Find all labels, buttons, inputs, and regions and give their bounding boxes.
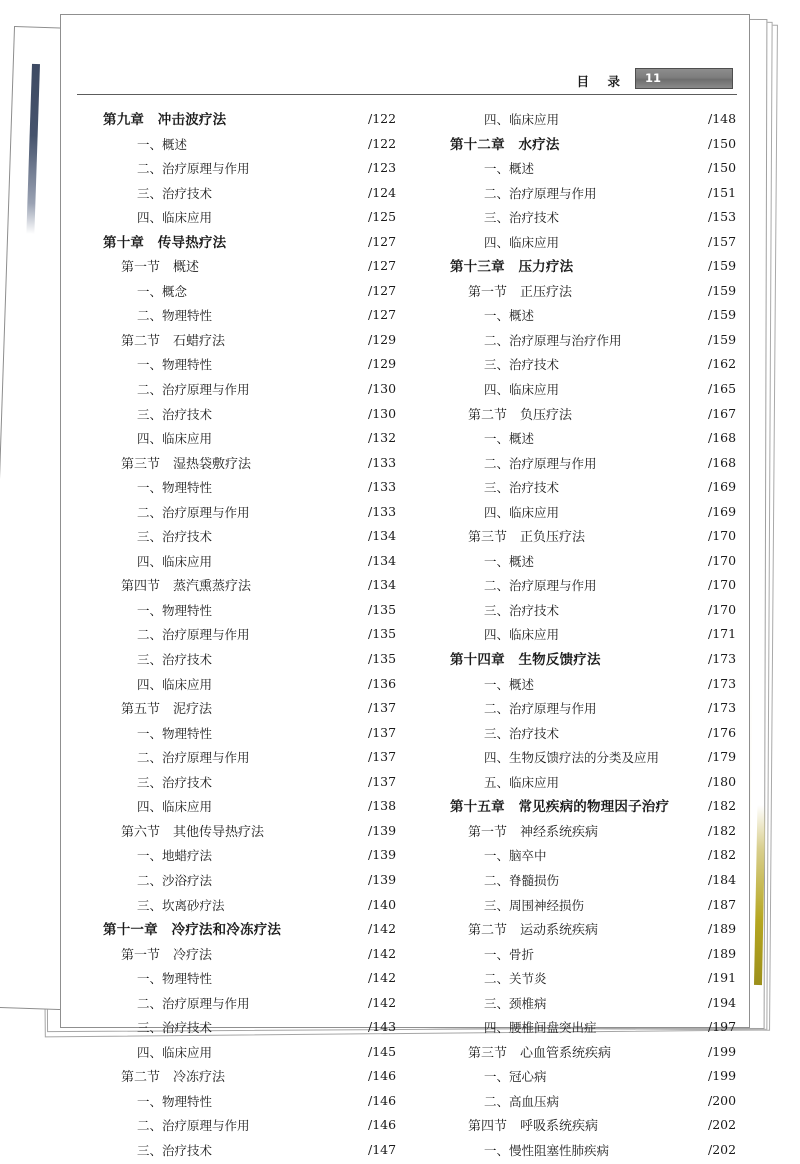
toc-entry-item[interactable] [450,352,749,377]
toc-entry-page-number: /132 [368,430,397,446]
toc-entry-item[interactable] [103,377,410,402]
toc-entry-page-number: /170 [707,528,737,544]
toc-entry-label: 三、治疗技术 [483,357,559,373]
toc-entry-item[interactable] [450,868,749,893]
toc-entry-item[interactable] [450,549,749,574]
toc-entry-item[interactable] [450,770,749,795]
toc-entry-label: 四、临床应用 [137,799,213,815]
toc-entry-label: 一、概述 [483,676,534,692]
toc-entry-section[interactable] [103,451,410,476]
toc-entry-label: 一、物理特性 [137,971,213,987]
toc-entry-label: 四、临床应用 [483,234,559,250]
toc-entry-section[interactable] [450,279,749,304]
toc-entry-label: 一、概述 [483,161,534,177]
toc-entry-item[interactable] [450,230,749,255]
toc-entry-label: 三、治疗技术 [137,185,213,201]
toc-column-left [103,107,410,1163]
toc-entry-page-number: /182 [707,822,737,838]
toc-entry-label: 三、颈椎病 [483,995,547,1011]
toc-entry-item[interactable] [450,696,749,721]
toc-entry-label: 二、治疗原理与作用 [137,627,250,643]
toc-entry-label: 二、治疗原理与作用 [137,995,250,1011]
toc-entry-label: 三、治疗技术 [483,602,559,618]
toc-entry-page-number: /134 [368,577,397,593]
toc-entry-page-number: /197 [707,1019,737,1035]
toc-entry-page-number: /168 [707,454,737,470]
toc-entry-item[interactable] [103,426,410,451]
toc-entry-item[interactable] [450,942,749,967]
toc-entry-item[interactable] [103,549,410,574]
toc-entry-page-number: /199 [707,1043,737,1059]
toc-entry-item[interactable] [450,1064,749,1089]
toc-entry-item[interactable] [103,966,410,991]
toc-entry-label: 第一节 正压疗法 [467,284,572,300]
toc-entry-page-number: /139 [368,871,397,887]
toc-entry-label: 二、治疗原理与作用 [483,185,597,201]
toc-entry-item[interactable] [450,573,749,598]
toc-entry-section[interactable] [103,254,410,279]
toc-entry-label: 第一节 神经系统疾病 [467,824,598,840]
toc-entry-label: 第五节 泥疗法 [121,702,213,718]
toc-entry-label: 第九章 冲击波疗法 [103,112,227,128]
toc-entry-item[interactable] [103,303,410,328]
toc-entry-page-number: /142 [368,994,397,1010]
toc-entry-page-number: /142 [368,945,397,961]
toc-entry-page-number: /133 [368,503,397,519]
toc-column-right [450,107,749,1163]
toc-entry-page-number: /133 [368,454,397,470]
toc-entry-section[interactable] [103,573,410,598]
toc-entry-page-number: /191 [707,970,737,986]
toc-entry-page-number: /123 [368,160,397,176]
toc-entry-label: 第二节 负压疗法 [467,407,572,423]
toc-entry-label: 第十章 传导热疗法 [103,234,227,251]
toc-entry-label: 一、物理特性 [137,725,213,741]
toc-entry-label: 一、骨折 [483,946,534,962]
toc-entry-page-number: /146 [368,1068,397,1084]
toc-entry-label: 二、关节炎 [483,971,547,987]
toc-entry-page-number: /143 [368,1019,397,1035]
toc-entry-label: 四、腰椎间盘突出症 [483,1020,597,1036]
toc-entry-page-number: /151 [707,184,737,200]
toc-entry-item[interactable] [450,475,749,500]
toc-entry-item[interactable] [450,303,749,328]
toc-entry-label: 五、临床应用 [483,774,559,790]
toc-entry-chapter[interactable] [103,917,410,942]
toc-entry-page-number: /170 [707,577,737,593]
toc-entry-label: 四、临床应用 [483,112,559,127]
toc-entry-item[interactable] [103,991,410,1016]
toc-entry-page-number: /145 [368,1043,397,1059]
toc-entry-page-number: /148 [707,111,737,126]
toc-entry-page-number: /157 [707,233,737,249]
toc-entry-page-number: /202 [707,1117,737,1133]
toc-entry-label: 一、概述 [483,553,534,569]
toc-entry-label: 四、临床应用 [137,553,213,569]
page-number-badge: 11 [635,68,733,89]
page-title: 目 录 [576,74,627,89]
toc-entry-section[interactable] [450,917,749,942]
toc-entry-item[interactable] [103,770,410,795]
toc-entry-item[interactable] [103,1089,410,1114]
toc-entry-label: 二、高血压病 [483,1093,559,1109]
toc-entry-label: 三、治疗技术 [137,652,213,668]
toc-entry-page-number: /162 [707,356,737,372]
toc-entry-item[interactable] [450,1015,749,1040]
toc-entry-section[interactable] [103,328,410,353]
toc-entry-label: 三、周围神经损伤 [483,897,584,913]
toc-entry-item[interactable] [103,1015,410,1040]
toc-entry-page-number: /142 [368,970,397,986]
toc-entry-item[interactable] [103,279,410,304]
toc-entry-chapter[interactable] [103,107,410,132]
toc-entry-label: 四、临床应用 [483,382,559,398]
toc-entry-page-number: /171 [707,626,737,642]
toc-entry-page-number: /176 [707,724,737,740]
toc-entry-label: 三、治疗技术 [137,406,213,422]
toc-entry-page-number: /173 [707,651,737,667]
toc-entry-page-number: /124 [368,184,397,200]
toc-entry-label: 一、物理特性 [137,1093,213,1109]
toc-entry-page-number: /179 [707,749,737,765]
toc-entry-chapter[interactable] [450,647,749,672]
toc-entry-page-number: /153 [707,209,737,225]
toc-entry-page-number: /140 [368,896,397,912]
toc-entry-page-number: /159 [707,307,737,323]
toc-entry-section[interactable] [103,1064,410,1089]
toc-entry-item[interactable] [103,721,410,746]
toc-entry-item[interactable] [450,377,749,402]
toc-entry-item[interactable] [450,991,749,1016]
toc-entry-page-number: /173 [707,675,737,691]
toc-entry-label: 二、治疗原理与作用 [137,504,250,520]
toc-entry-item[interactable] [103,1113,410,1138]
toc-entry-page-number: /138 [368,798,397,814]
toc-entry-page-number: /136 [368,675,397,691]
toc-entry-label: 一、概述 [483,308,534,324]
toc-entry-item[interactable] [450,672,749,697]
toc-entry-label: 三、坎离砂疗法 [137,897,225,913]
toc-entry-page-number: /184 [707,871,737,887]
toc-entry-page-number: /189 [707,945,737,961]
toc-entry-page-number: /169 [707,503,737,519]
toc-entry-label: 第一节 概述 [121,260,200,276]
toc-entry-item[interactable] [450,843,749,868]
toc-entry-label: 二、治疗原理与作用 [483,455,597,471]
toc-entry-page-number: /122 [368,135,397,151]
toc-entry-item[interactable] [103,893,410,918]
toc-entry-label: 三、治疗技术 [137,1142,213,1158]
toc-entry-label: 第十三章 压力疗法 [449,259,574,276]
toc-entry-label: 第十四章 生物反馈疗法 [449,652,601,669]
toc-entry-page-number: /182 [707,798,737,814]
toc-entry-item[interactable] [450,721,749,746]
toc-entry-page-number: /202 [707,1141,737,1157]
toc-entry-label: 二、治疗原理与作用 [137,750,250,766]
toc-entry-label: 二、治疗原理与作用 [137,161,250,177]
toc-entry-label: 第三节 心血管系统疾病 [467,1045,611,1061]
toc-entry-page-number: /200 [707,1092,737,1108]
toc-entry-page-number: /159 [707,258,737,274]
toc-entry-page-number: /170 [707,552,737,568]
toc-entry-item[interactable] [103,1040,410,1065]
toc-page [60,14,750,1158]
toc-entry-chapter[interactable] [450,132,749,157]
toc-entry-label: 一、物理特性 [137,357,213,373]
toc-entry-page-number: /168 [707,430,737,446]
toc-entry-label: 四、生物反馈疗法的分类及应用 [483,750,659,766]
toc-entry-item[interactable] [450,966,749,991]
toc-entry-label: 一、概述 [137,136,188,152]
toc-entry-page-number: /137 [368,773,397,789]
toc-entry-page-number: /127 [368,282,397,298]
toc-entry-chapter[interactable] [450,254,749,279]
toc-entry-page-number: /122 [368,111,397,126]
toc-entry-section[interactable] [103,696,410,721]
toc-entry-page-number: /146 [368,1117,397,1133]
toc-entry-item[interactable] [103,475,410,500]
toc-entry-item[interactable] [450,1089,749,1114]
toc-entry-item[interactable] [103,672,410,697]
toc-entry-label: 第二节 冷冻疗法 [121,1070,226,1086]
toc-entry-page-number: /134 [368,528,397,544]
toc-entry-section[interactable] [450,524,749,549]
toc-entry-item[interactable] [103,402,410,427]
toc-entry-label: 一、物理特性 [137,480,213,496]
toc-entry-page-number: /173 [707,700,737,716]
toc-entry-item[interactable] [103,1138,410,1163]
toc-entry-page-number: /135 [368,626,397,642]
toc-entry-label: 一、概念 [137,283,188,299]
toc-entry-label: 二、治疗原理与作用 [483,701,597,717]
toc-entry-chapter[interactable] [450,794,749,819]
toc-entry-page-number: /180 [707,773,737,789]
toc-entry-page-number: /134 [368,552,397,568]
toc-entry-page-number: /135 [368,651,397,667]
toc-entry-page-number: /129 [368,331,397,347]
toc-entry-item[interactable] [103,524,410,549]
toc-entry-label: 四、临床应用 [483,627,559,643]
toc-entry-item[interactable] [103,868,410,893]
toc-entry-page-number: /182 [707,847,737,863]
toc-entry-label: 第二节 石蜡疗法 [121,333,226,349]
toc-entry-label: 三、治疗技术 [137,774,213,790]
toc-entry-item[interactable] [450,328,749,353]
toc-entry-item[interactable] [450,426,749,451]
toc-entry-page-number: /139 [368,847,397,863]
toc-columns [61,107,749,1163]
toc-entry-label: 第一节 冷疗法 [121,947,213,963]
toc-entry-label: 一、脑卒中 [483,848,547,864]
toc-entry-page-number: /147 [368,1141,397,1157]
toc-entry-page-number: /167 [707,405,737,421]
toc-entry-label: 第三节 正负压疗法 [467,530,585,546]
toc-entry-item[interactable] [450,451,749,476]
toc-entry-item[interactable] [103,598,410,623]
toc-entry-page-number: /135 [368,601,397,617]
toc-entry-item[interactable] [450,622,749,647]
toc-entry-item[interactable] [103,794,410,819]
toc-entry-item[interactable] [450,205,749,230]
toc-entry-page-number: /130 [368,405,397,421]
toc-entry-label: 四、临床应用 [483,504,559,520]
toc-entry-label: 一、地蜡疗法 [137,848,213,864]
toc-entry-label: 第三节 湿热袋敷疗法 [121,456,252,472]
toc-entry-label: 一、概述 [483,431,534,447]
toc-entry-page-number: /189 [707,921,737,937]
toc-entry-label: 二、治疗原理与作用 [137,1118,250,1134]
toc-entry-section[interactable] [450,819,749,844]
toc-entry-item[interactable] [450,745,749,770]
toc-entry-item[interactable] [450,598,749,623]
toc-entry-item[interactable] [450,893,749,918]
toc-entry-label: 四、临床应用 [137,210,213,226]
toc-entry-label: 三、治疗技术 [483,480,559,496]
toc-entry-page-number: /137 [368,749,397,765]
toc-entry-label: 二、治疗原理与作用 [483,578,597,594]
toc-entry-label: 四、临床应用 [137,676,213,692]
page-header [61,69,749,95]
toc-entry-page-number: /159 [707,282,737,298]
toc-entry-label: 二、脊髓损伤 [483,872,559,888]
toc-entry-item[interactable] [103,500,410,525]
toc-entry-page-number: /146 [368,1092,397,1108]
toc-entry-page-number: /139 [368,822,397,838]
toc-entry-item[interactable] [450,156,749,181]
header-rule [77,94,737,95]
toc-entry-page-number: /125 [368,209,397,225]
toc-entry-label: 二、治疗原理与治疗作用 [483,332,622,348]
toc-entry-section[interactable] [450,402,749,427]
toc-entry-page-number: /150 [707,160,737,176]
toc-entry-label: 第四节 呼吸系统疾病 [467,1119,598,1135]
toc-entry-item[interactable] [103,352,410,377]
toc-entry-item[interactable] [103,132,410,157]
toc-entry-page-number: /169 [707,479,737,495]
toc-entry-page-number: /142 [368,921,397,937]
toc-entry-item[interactable] [103,843,410,868]
toc-entry-page-number: /199 [707,1068,737,1084]
toc-entry-item[interactable] [103,181,410,206]
toc-entry-label: 二、治疗原理与作用 [137,382,250,398]
toc-entry-item[interactable] [103,745,410,770]
toc-entry-page-number: /127 [368,307,397,323]
toc-entry-label: 二、沙浴疗法 [137,872,213,888]
toc-entry-label: 四、临床应用 [137,1044,213,1060]
toc-entry-page-number: /130 [368,381,397,397]
toc-entry-page-number: /129 [368,356,397,372]
toc-entry-label: 三、治疗技术 [483,210,559,226]
toc-entry-item[interactable] [450,107,749,132]
toc-entry-page-number: /194 [707,994,737,1010]
toc-entry-chapter[interactable] [103,230,410,255]
toc-entry-section[interactable] [103,819,410,844]
toc-entry-item[interactable] [103,622,410,647]
toc-entry-item[interactable] [103,156,410,181]
toc-entry-label: 第十二章 水疗法 [449,136,560,153]
toc-entry-page-number: /133 [368,479,397,495]
toc-entry-label: 第十五章 常见疾病的物理因子治疗 [449,799,670,816]
toc-entry-page-number: /127 [368,233,397,249]
toc-entry-label: 一、慢性阻塞性肺疾病 [483,1142,609,1158]
toc-entry-label: 第十一章 冷疗法和冷冻疗法 [103,922,282,939]
toc-entry-page-number: /165 [707,381,737,397]
toc-entry-page-number: /187 [707,896,737,912]
toc-entry-page-number: /170 [707,601,737,617]
toc-entry-item[interactable] [450,500,749,525]
toc-entry-label: 一、冠心病 [483,1069,547,1085]
toc-entry-item[interactable] [103,205,410,230]
toc-entry-section[interactable] [103,942,410,967]
toc-entry-section[interactable] [450,1040,749,1065]
toc-entry-page-number: /137 [368,700,397,716]
toc-entry-item[interactable] [450,181,749,206]
toc-entry-page-number: /137 [368,724,397,740]
toc-entry-label: 四、临床应用 [137,431,213,447]
toc-entry-page-number: /159 [707,331,737,347]
toc-entry-label: 一、物理特性 [137,602,213,618]
toc-entry-label: 第六节 其他传导热疗法 [121,824,265,840]
toc-entry-label: 三、治疗技术 [137,1020,213,1036]
toc-entry-page-number: /150 [707,135,737,151]
toc-entry-label: 三、治疗技术 [137,529,213,545]
toc-entry-label: 二、物理特性 [137,308,213,324]
toc-entry-label: 第二节 运动系统疾病 [467,923,598,939]
toc-entry-label: 第四节 蒸汽熏蒸疗法 [121,579,252,595]
toc-entry-item[interactable] [103,647,410,672]
toc-entry-page-number: /127 [368,258,397,274]
toc-entry-section[interactable] [450,1113,749,1138]
toc-entry-label: 三、治疗技术 [483,725,559,741]
toc-entry-item[interactable] [450,1138,749,1163]
